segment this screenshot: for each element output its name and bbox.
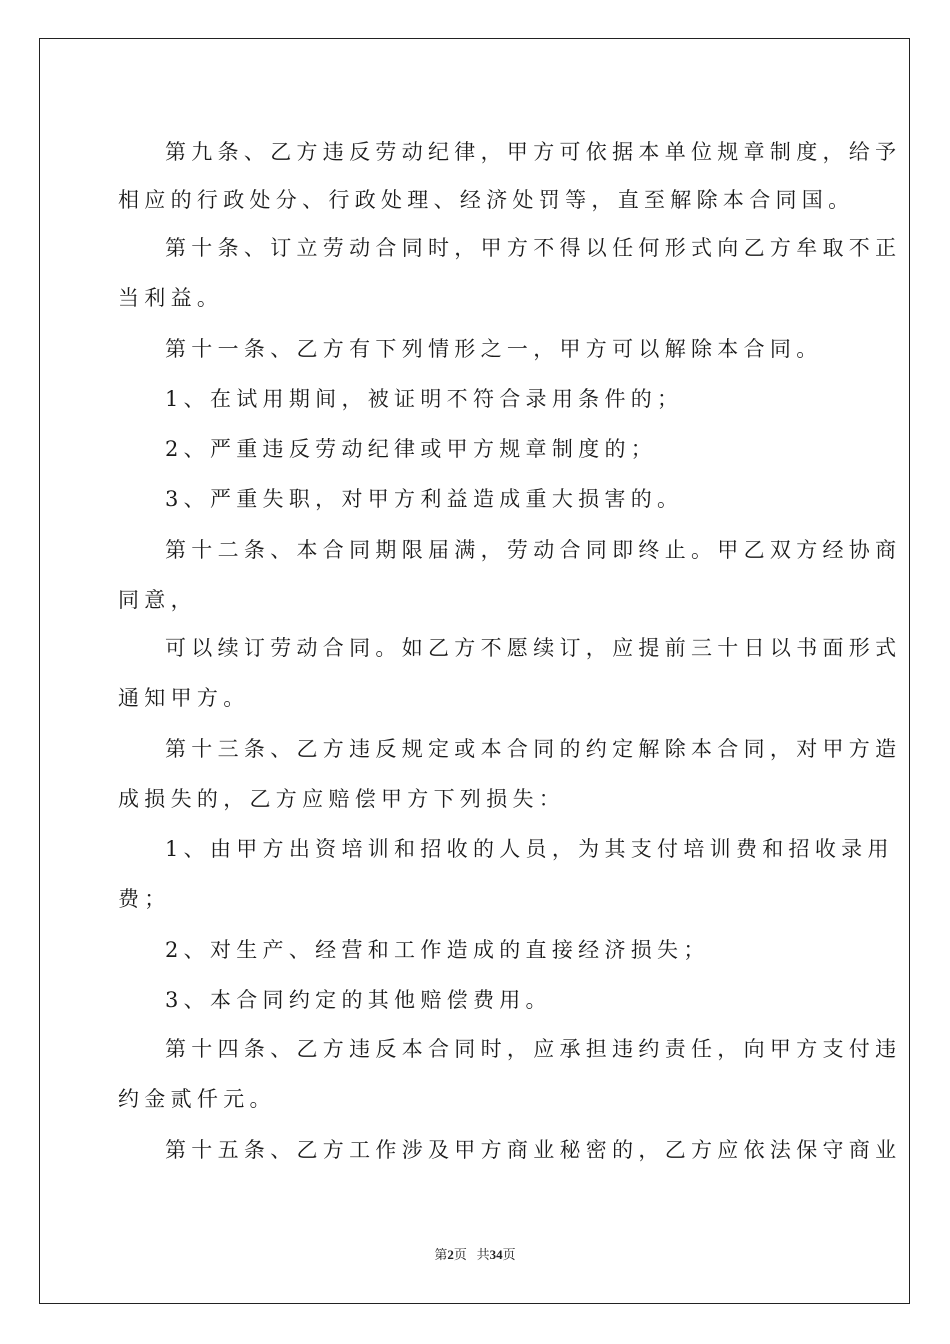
text-line: 第十三条、乙方违反规定或本合同的约定解除本合同，对甲方造 <box>165 737 902 761</box>
text-line: 通知甲方。 <box>118 686 250 710</box>
text-line: 2、严重违反劳动纪律或甲方规章制度的； <box>165 437 658 461</box>
footer-total-prefix: 共 <box>476 1247 490 1262</box>
text-line: 2、对生产、经营和工作造成的直接经济损失； <box>165 938 710 962</box>
text-line: 1、在试用期间，被证明不符合录用条件的； <box>165 387 684 411</box>
text-line: 约金贰仟元。 <box>118 1087 276 1111</box>
text-line: 第十条、订立劳动合同时，甲方不得以任何形式向乙方牟取不正 <box>165 236 902 260</box>
text-line: 第九条、乙方违反劳动纪律，甲方可依据本单位规章制度，给予 <box>165 140 902 164</box>
text-line: 第十四条、乙方违反本合同时，应承担违约责任，向甲方支付违 <box>165 1037 902 1061</box>
text-line: 3、本合同约定的其他赔偿费用。 <box>165 988 552 1012</box>
text-line: 第十二条、本合同期限届满，劳动合同即终止。甲乙双方经协商 <box>165 538 902 562</box>
text-line: 第十五条、乙方工作涉及甲方商业秘密的，乙方应依法保守商业 <box>165 1138 902 1162</box>
text-line: 1、由甲方出资培训和招收的人员，为其支付培训费和招收录用 <box>165 837 894 861</box>
text-line: 同意， <box>118 588 197 612</box>
footer-total-pages: 34 <box>489 1247 503 1262</box>
footer-page-prefix: 第 <box>434 1247 448 1262</box>
text-line: 费； <box>118 887 171 911</box>
text-line: 第十一条、乙方有下列情形之一，甲方可以解除本合同。 <box>165 337 823 361</box>
text-line: 可以续订劳动合同。如乙方不愿续订，应提前三十日以书面形式 <box>165 636 902 660</box>
text-line: 3、严重失职，对甲方利益造成重大损害的。 <box>165 487 684 511</box>
text-line: 当利益。 <box>118 286 224 310</box>
footer-page-suffix: 页 <box>453 1247 467 1262</box>
page-footer <box>0 1247 950 1263</box>
text-line: 成损失的，乙方应赔偿甲方下列损失： <box>118 787 566 811</box>
footer-total-suffix: 页 <box>502 1247 516 1262</box>
footer-page-number: 2 <box>447 1247 454 1262</box>
text-line: 相应的行政处分、行政处理、经济处罚等，直至解除本合同国。 <box>118 188 855 212</box>
page-border <box>39 38 910 1304</box>
